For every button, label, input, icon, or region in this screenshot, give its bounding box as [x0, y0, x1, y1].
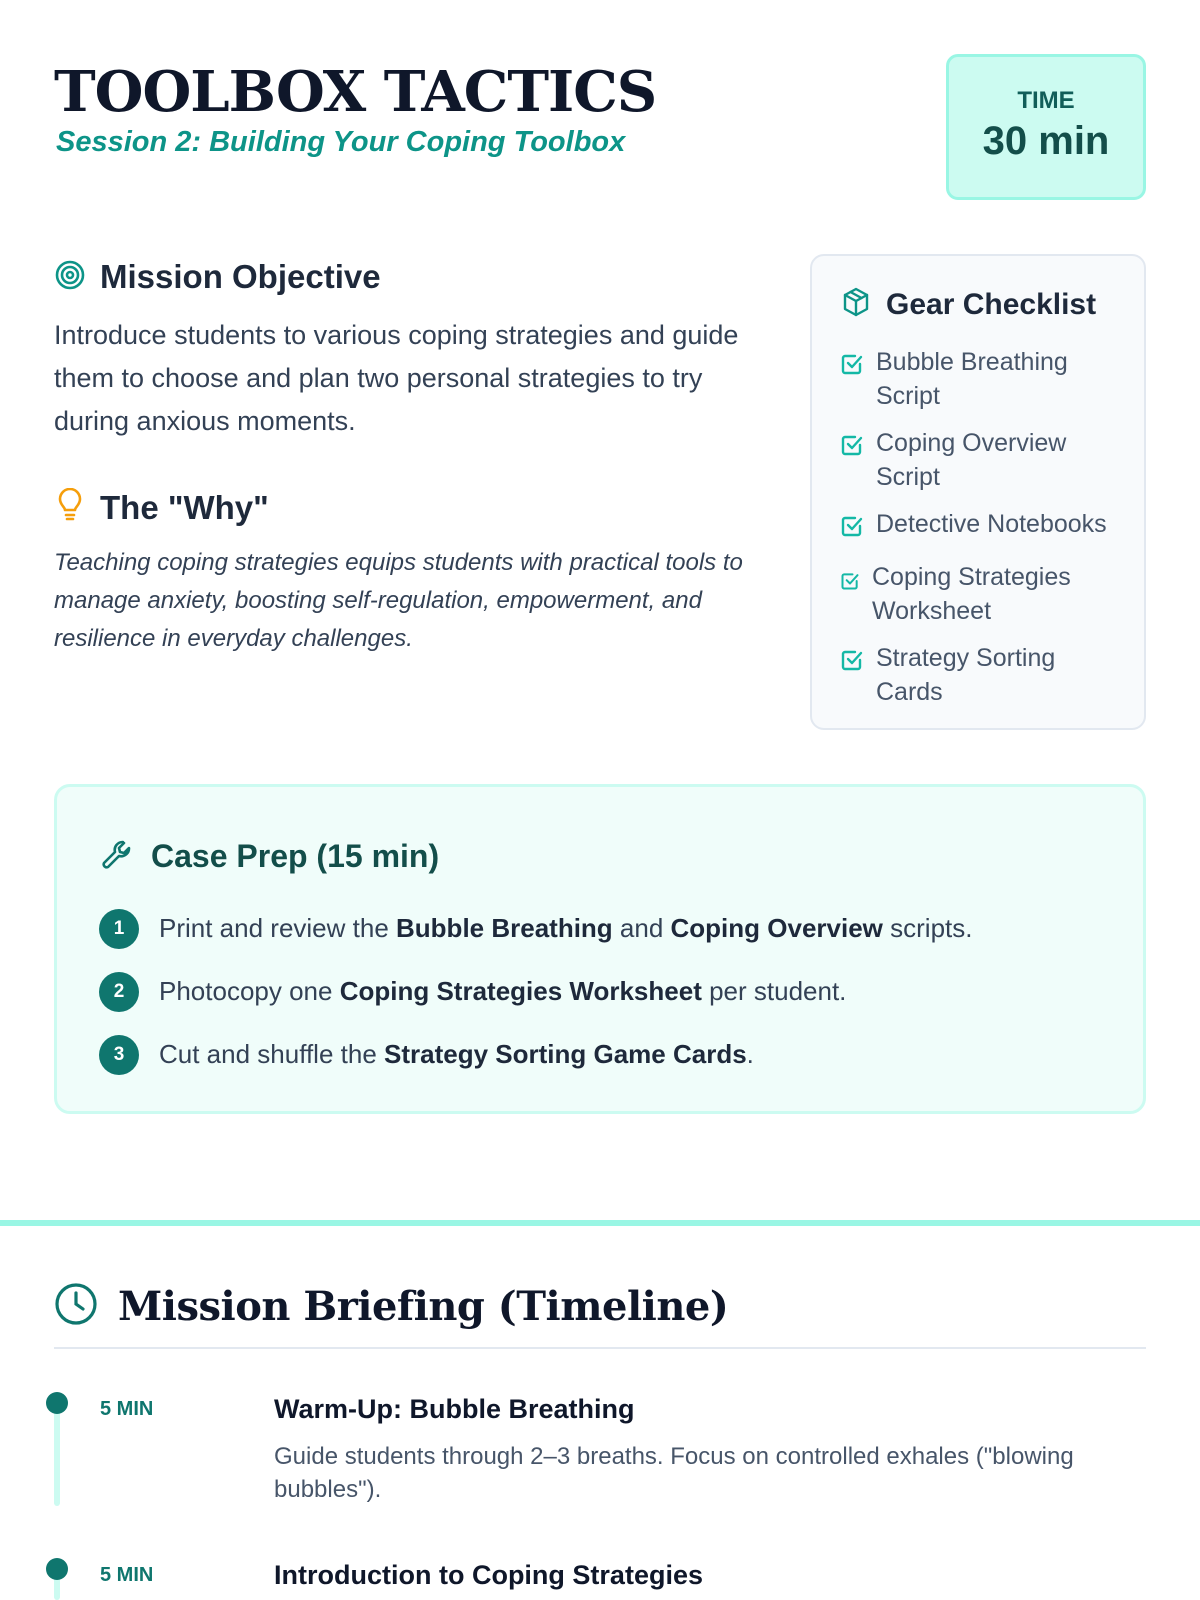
checkbox-checked-icon [840, 351, 864, 385]
briefing-rule [54, 1347, 1146, 1349]
page-header [54, 54, 1146, 204]
objective-heading-row [54, 258, 381, 296]
clock-icon [54, 1282, 98, 1331]
why-text: Teaching coping strategies equips students with practical tools to manage anxiety, boosting self-regulation, empowerment, and resilience in everyday challenges. [54, 549, 743, 652]
checklist-item [840, 426, 1120, 494]
timeline-dot [46, 1558, 68, 1580]
case-prep-card [54, 784, 1146, 1114]
timeline-item [54, 1558, 1146, 1600]
page-title: TOOLBOX TACTICS [54, 59, 657, 125]
checklist-item [840, 345, 1120, 413]
step-text: Print and review the Bubble Breathing and Coping Overview scripts. [159, 913, 973, 943]
why-heading-row [54, 488, 269, 527]
timeline-title: Warm-Up: Bubble Breathing [274, 1394, 635, 1424]
timeline-duration: 5 MIN [100, 1564, 154, 1586]
step-number: 3 [99, 1035, 139, 1075]
checklist-heading: Gear Checklist [886, 287, 1097, 321]
objective-text: Introduce students to various coping strategies and guide them to choose and plan two personal strategies to try during anxious moments. [54, 320, 739, 436]
checkbox-checked-icon [840, 432, 864, 466]
why-heading: The "Why" [100, 488, 269, 526]
time-label: TIME [1017, 87, 1075, 114]
timeline-item [54, 1392, 1146, 1512]
checklist-item-label: Strategy Sorting Cards [876, 644, 1056, 706]
checklist-item [840, 560, 1120, 628]
wrench-icon [99, 835, 137, 878]
prep-step [99, 897, 972, 960]
page-subtitle: Session 2: Building Your Coping Toolbox [56, 126, 626, 158]
briefing-heading-row [54, 1282, 728, 1331]
time-badge [946, 54, 1146, 200]
prep-heading-row [99, 835, 439, 878]
checklist-items [840, 345, 1120, 709]
lightbulb-icon [54, 488, 86, 527]
prep-step [99, 1023, 972, 1086]
checklist-item-label: Bubble Breathing Script [876, 348, 1068, 410]
checkbox-checked-icon [840, 566, 860, 600]
checklist-item-label: Detective Notebooks [876, 510, 1107, 538]
timeline-dot [46, 1392, 68, 1414]
checklist-item-label: Coping Overview Script [876, 429, 1067, 491]
checkbox-checked-icon [840, 647, 864, 681]
checkbox-checked-icon [840, 513, 864, 547]
timeline-duration: 5 MIN [100, 1398, 154, 1420]
checklist-item [840, 641, 1120, 709]
timeline-title: Introduction to Coping Strategies [274, 1560, 703, 1590]
step-text: Photocopy one Coping Strategies Worksheet per student. [159, 976, 847, 1006]
target-icon [54, 259, 86, 296]
step-number: 1 [99, 909, 139, 949]
time-value: 30 min [982, 119, 1110, 163]
gear-checklist [810, 254, 1146, 730]
package-icon [840, 286, 872, 323]
step-number: 2 [99, 972, 139, 1012]
prep-heading: Case Prep (15 min) [151, 838, 440, 874]
checklist-item [840, 507, 1120, 547]
checklist-item-label: Coping Strategies Worksheet [872, 563, 1071, 625]
prep-step [99, 960, 972, 1023]
checklist-heading-row [840, 286, 1120, 323]
objective-heading: Mission Objective [100, 258, 381, 295]
timeline-description: Guide students through 2–3 breaths. Focus on controlled exhales ("blowing bubbles"). [274, 1443, 1074, 1503]
step-text: Cut and shuffle the Strategy Sorting Game Cards. [159, 1039, 754, 1069]
briefing-heading: Mission Briefing (Timeline) [118, 1283, 729, 1330]
section-divider [0, 1220, 1200, 1226]
prep-steps [99, 897, 972, 1086]
